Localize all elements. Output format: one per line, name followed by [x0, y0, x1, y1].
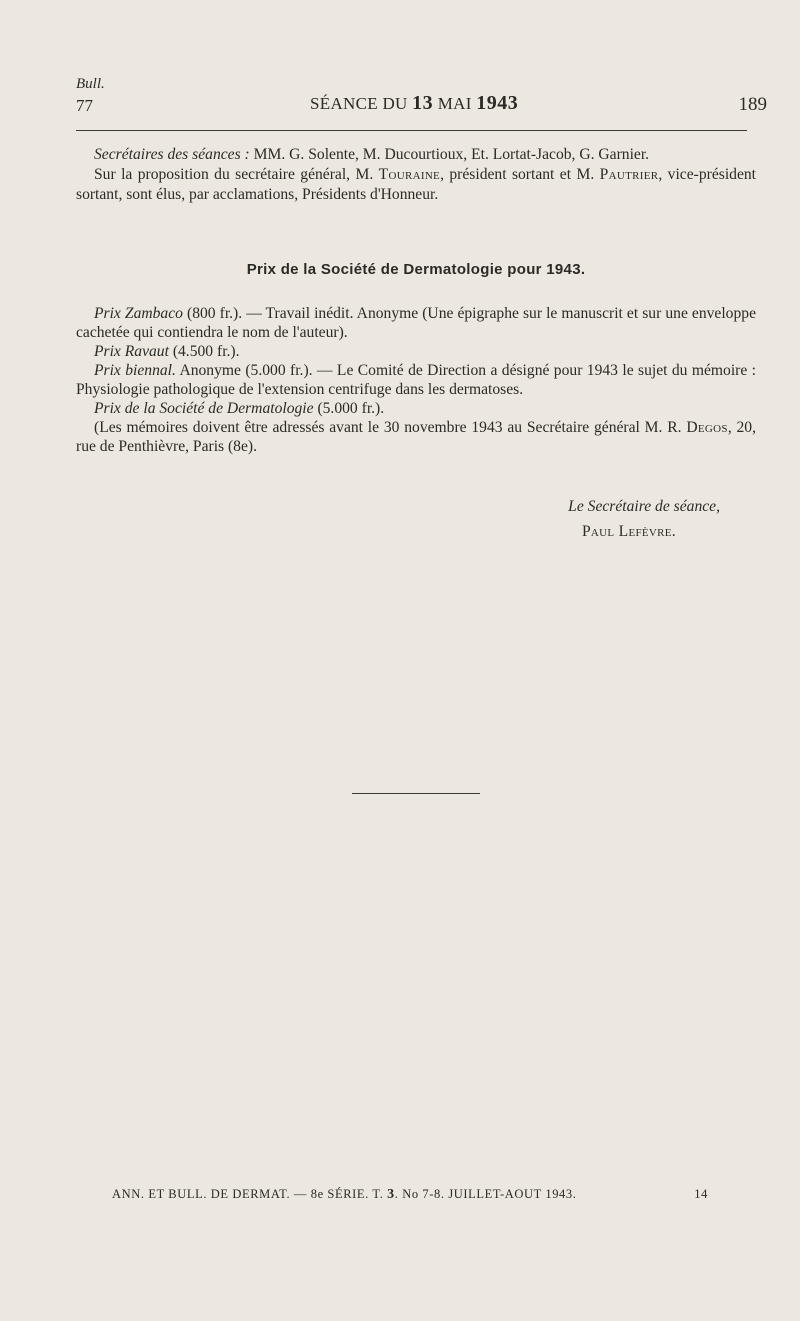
secretaries-names: MM. G. Solente, M. Ducourtioux, Et. Lortat-Jacob, G. Garnier. — [249, 146, 650, 163]
running-title-pre: SÉANCE DU — [310, 94, 413, 113]
prize-note — [76, 418, 756, 456]
prize-note-text-2: , 20, rue de Penthièvre, Paris (8e). — [76, 419, 756, 455]
prize-societe — [76, 399, 756, 418]
prize-ravaut — [76, 342, 756, 361]
name-degos: Degos — [686, 419, 728, 436]
name-touraine: Touraine — [378, 166, 441, 183]
end-rule — [352, 793, 480, 794]
prizes-list — [76, 304, 756, 456]
prize-biennal-text: Anonyme (5.000 fr.). — Le Comité de Direction a désigné pour 1943 le sujet du mémoire : Physiologie pathologique de l'extension centrifuge dans les dermatoses. — [76, 362, 756, 398]
running-title-month: MAI — [433, 94, 477, 113]
prize-zambaco-text: (800 fr.). — Travail inédit. Anonyme (Une épigraphe sur le manuscrit et sur une enveloppe cachetée qui contiendra le nom de l'auteur). — [76, 305, 756, 341]
signature-title: Le Secrétaire de séance, — [568, 498, 720, 515]
footer-tome: 3 — [387, 1187, 395, 1202]
footer — [112, 1187, 708, 1203]
secretaries-label: Secrétaires des séances : — [94, 146, 250, 163]
footer-text-1: ANN. ET BULL. DE DERMAT. — 8e SÉRIE. T. — [112, 1187, 388, 1201]
minutes-text — [76, 145, 756, 205]
folio-left: 77 — [76, 96, 93, 115]
running-title-day: 13 — [412, 92, 434, 114]
running-header — [76, 92, 767, 120]
name-pautrier: Pautrier — [599, 166, 659, 183]
footer-text-2: . No 7-8. JUILLET-AOUT 1943. — [394, 1187, 577, 1201]
bulletin-mark: Bull. — [76, 76, 105, 92]
prize-note-text-1: (Les mémoires doivent être adressés avant le 30 novembre 1943 au Secrétaire général M. R. — [94, 419, 687, 436]
signature-name: Paul Lefèvre. — [581, 523, 676, 540]
footer-signature-number: 14 — [694, 1187, 708, 1201]
page-number: 189 — [738, 94, 767, 115]
prize-ravaut-label: Prix Ravaut — [94, 343, 169, 360]
proposition-text-1: Sur la proposition du secrétaire général, M. — [94, 166, 379, 183]
running-title-year: 1943 — [476, 92, 519, 114]
prize-ravaut-text: (4.500 fr.). — [168, 343, 240, 360]
prize-biennal — [76, 361, 756, 399]
proposition-paragraph — [76, 165, 756, 205]
prize-biennal-label: Prix biennal. — [94, 362, 176, 379]
proposition-text-3: , vice-président sortant, sont élus, par acclamations, Présidents d'Honneur. — [76, 166, 757, 203]
secretaries-paragraph — [76, 145, 756, 165]
prize-zambaco — [76, 304, 756, 342]
header-rule — [76, 130, 747, 131]
proposition-text-2: , président sortant et M. — [440, 166, 600, 183]
prize-heading: Prix de la Société de Dermatologie pour 1943. — [246, 261, 586, 278]
prize-societe-label: Prix de la Société de Dermatologie — [94, 400, 314, 417]
running-title — [310, 92, 518, 115]
prize-societe-text: (5.000 fr.). — [313, 400, 385, 417]
prize-zambaco-label: Prix Zambaco — [94, 305, 183, 322]
